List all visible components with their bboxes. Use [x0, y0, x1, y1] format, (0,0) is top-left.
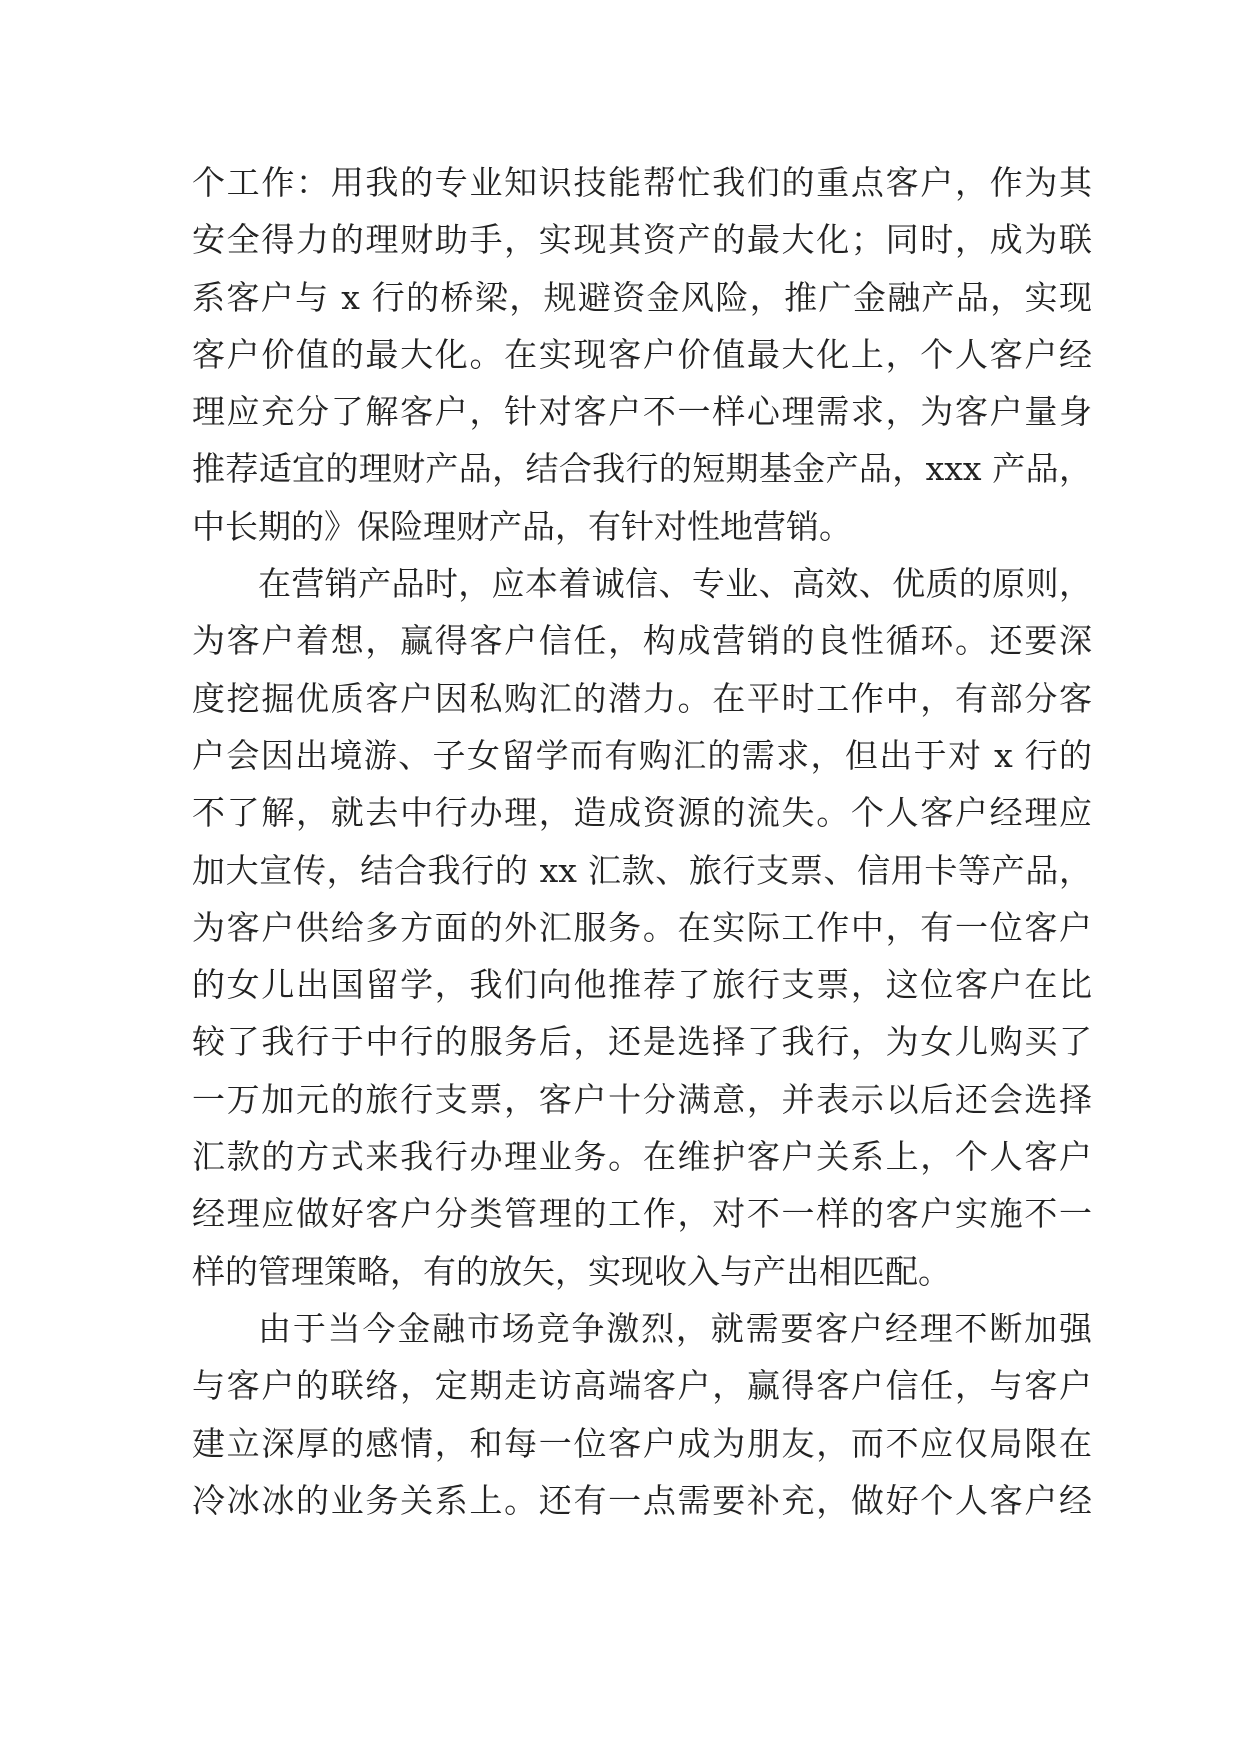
text-line: 系客户与 x 行的桥梁，规避资金风险，推广金融产品，实现 — [192, 277, 1092, 317]
text-line: 冷冰冰的业务关系上。还有一点需要补充，做好个人客户经 — [192, 1480, 1092, 1520]
text-line: 度挖掘优质客户因私购汇的潜力。在平时工作中，有部分客 — [192, 678, 1092, 718]
text-line: 客户价值的最大化。在实现客户价值最大化上，个人客户经 — [192, 334, 1092, 374]
text-line: 样的管理策略，有的放矢，实现收入与产出相匹配。 — [192, 1251, 951, 1291]
text-line: 理应充分了解客户，针对客户不一样心理需求，为客户量身 — [192, 392, 1092, 432]
paragraph — [192, 154, 1092, 555]
text-line: 中长期的》保险理财产品，有针对性地营销。 — [192, 506, 852, 546]
text-line: 与客户的联络，定期走访高端客户，赢得客户信任，与客户 — [192, 1366, 1092, 1406]
text-line: 为客户供给多方面的外汇服务。在实际工作中，有一位客户 — [192, 907, 1092, 947]
text-line: 安全得力的理财助手，实现其资产的最大化；同时，成为联 — [192, 220, 1092, 260]
text-line: 在营销产品时，应本着诚信、专业、高效、优质的原则， — [258, 564, 1092, 604]
text-line: 户会因出境游、子女留学而有购汇的需求，但出于对 x 行的 — [192, 735, 1092, 775]
text-line: 推荐适宜的理财产品，结合我行的短期基金产品，xxx 产品， — [192, 449, 1092, 489]
text-line: 加大宣传，结合我行的 xx 汇款、旅行支票、信用卡等产品， — [192, 850, 1092, 890]
text-line: 一万加元的旅行支票，客户十分满意，并表示以后还会选择 — [192, 1079, 1092, 1119]
text-line: 建立深厚的感情，和每一位客户成为朋友，而不应仅局限在 — [192, 1423, 1092, 1463]
document-body — [192, 154, 1092, 1529]
text-line: 的女儿出国留学，我们向他推荐了旅行支票，这位客户在比 — [192, 965, 1092, 1005]
paragraph — [192, 555, 1092, 1300]
paragraph — [192, 1300, 1092, 1529]
text-line: 不了解，就去中行办理，造成资源的流失。个人客户经理应 — [192, 793, 1092, 833]
text-line: 为客户着想，赢得客户信任，构成营销的良性循环。还要深 — [192, 621, 1092, 661]
text-line: 较了我行于中行的服务后，还是选择了我行，为女儿购买了 — [192, 1022, 1092, 1062]
text-line: 由于当今金融市场竞争激烈，就需要客户经理不断加强 — [258, 1308, 1092, 1348]
text-line: 经理应做好客户分类管理的工作，对不一样的客户实施不一 — [192, 1194, 1092, 1234]
text-line: 个工作：用我的专业知识技能帮忙我们的重点客户，作为其 — [192, 163, 1092, 202]
text-line: 汇款的方式来我行办理业务。在维护客户关系上，个人客户 — [192, 1137, 1092, 1177]
